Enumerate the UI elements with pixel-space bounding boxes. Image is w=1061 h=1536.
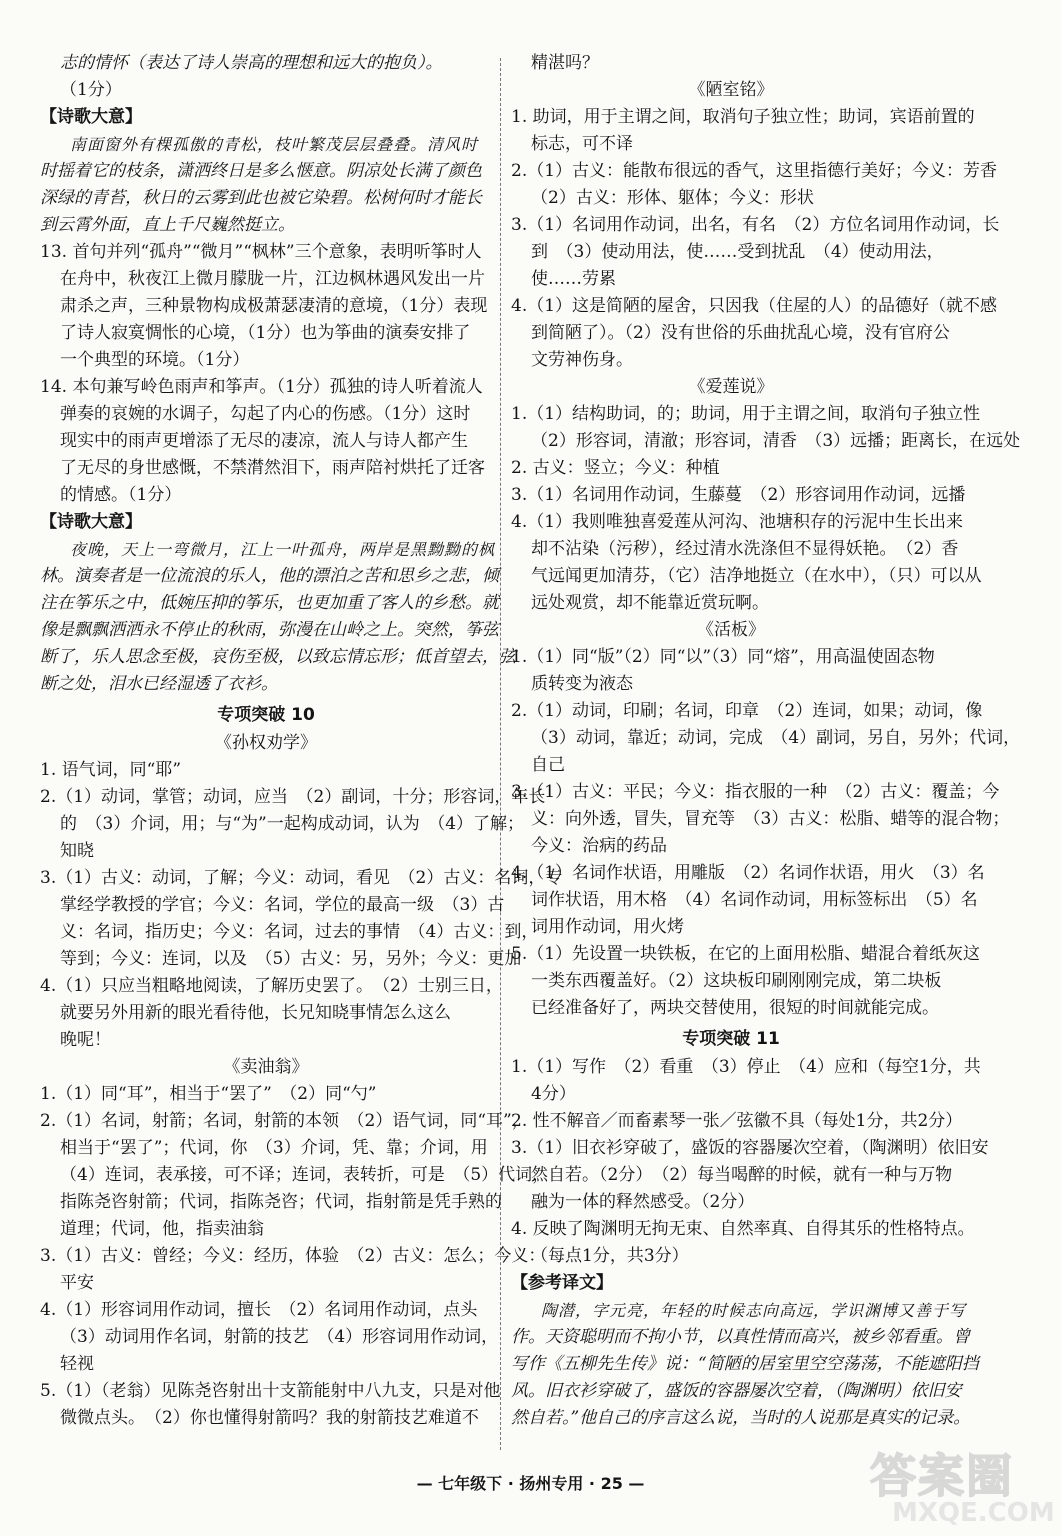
text-line: 【诗歌大意】 <box>40 107 142 127</box>
text-line: 14. 本句兼写岭色雨声和筝声。（1分）孤独的诗人听着流人 <box>40 377 483 397</box>
text-line: 断了，乐人思念至极，哀伤至极，以致忘情忘形；低首望去，弦 <box>40 647 516 667</box>
text-line: 4分） <box>531 1084 576 1104</box>
text-line: 13. 首句并列“孤舟”“微月”“枫林”三个意象，表明听筝时人 <box>40 242 482 262</box>
text-line: 肃杀之声，三种景物构成极萧瑟凄清的意境，（1分）表现 <box>60 296 488 316</box>
text-line: 【参考译文】 <box>511 1273 613 1293</box>
text-line: 指陈尧咨射箭；代词，指陈尧咨；代词，指射箭是凭手熟的 <box>60 1192 502 1212</box>
text-line: （2）形容词，清澈；形容词，清香 （3）远播；距离长，在远处 <box>531 431 1021 451</box>
text-line: 到 （3）使动用法，使……受到扰乱 （4）使动用法， <box>531 242 944 262</box>
text-line: 4.（1）这是简陋的屋舍，只因我（住屋的人）的品德好（就不感 <box>511 296 998 316</box>
text-line: 到云霄外面，直上千尺巍然挺立。 <box>40 215 295 235</box>
text-line: 气远闻更加清芬，（它）洁净地挺立（在水中），（只）可以从 <box>531 566 982 586</box>
text-line: 知晓 <box>60 841 94 861</box>
text-line: （2）古义：形体、躯体；今义：形状 <box>531 188 814 208</box>
watermark-url: MXQE.COM <box>892 1498 1055 1528</box>
text-line: 相当于“罢了”；代词，你 （3）介词，凭、靠；介词，用 <box>60 1138 488 1158</box>
watermark-logo <box>870 1440 1055 1532</box>
text-line: 深绿的青苔，秋日的云雾到此也被它染碧。松树何时才能长 <box>40 188 482 208</box>
text-line: 南面窗外有棵孤傲的青松，枝叶繁茂层层叠叠。清风时 <box>70 135 479 154</box>
text-line: 陶潜，字元亮，年轻的时候志向高远，学识渊博又善于写 <box>541 1301 967 1320</box>
text-line: 4.（1）只应当粗略地阅读，了解历史罢了。 （2）士别三日， <box>40 976 503 996</box>
text-line: 3.（1）古义：平民；今义：指衣服的一种 （2）古义：覆盖；今 <box>511 782 1000 802</box>
text-line: 词用作动词，用火烤 <box>531 917 684 937</box>
text-line: 一类东西覆盖好。（2）这块板印刷刚刚完成，第二块板 <box>531 971 942 991</box>
text-line: 夜晚，天上一弯微月，江上一叶孤舟，两岸是黑黝黝的枫 <box>70 540 496 559</box>
text-line: 标志，可不译 <box>531 134 633 154</box>
text-line: 文劳神伤身。 <box>531 350 633 370</box>
text-line: 《孙权劝学》 <box>215 733 317 753</box>
text-line: 远处观赏，却不能靠近赏玩啊。 <box>531 593 769 613</box>
text-line: 林。演奏者是一位流浪的乐人，他的漂泊之苦和思乡之悲，倾 <box>40 566 499 586</box>
text-line: 4. 反映了陶渊明无拘无束、自然率真、自得其乐的性格特点。 <box>511 1219 975 1239</box>
text-line: 1.（1）同“版”（2）同“以”（3）同“熔”，用高温使固态物 <box>511 647 935 667</box>
text-line: 一个典型的环境。（1分） <box>60 350 250 370</box>
text-line: 5.（1）（老翁）见陈尧咨射出十支箭能射中八九支，只是对他 <box>40 1381 501 1401</box>
text-line: 到简陋了）。（2）没有世俗的乐曲扰乱心境，没有官府公 <box>531 323 950 343</box>
text-line: 使……劳累 <box>531 269 616 289</box>
text-line: 1. 助词，用于主谓之间，取消句子独立性；助词，宾语前置的 <box>511 107 975 127</box>
text-line: 3.（1）名词用作动词，生藤蔓 （2）形容词用作动词，远播 <box>511 485 966 505</box>
text-line: 轻视 <box>60 1354 94 1374</box>
text-line: 2.（1）动词，印刷；名词，印章 （2）连词，如果；动词，像 <box>511 701 983 721</box>
text-line: 5.（1）先设置一块铁板，在它的上面用松脂、蜡混合着纸灰这 <box>511 944 981 964</box>
text-line: 的情感。（1分） <box>60 485 182 505</box>
text-line: 专项突破 11 <box>682 1029 780 1049</box>
text-line: 像是飘飘洒洒永不停止的秋雨，弥漫在山岭之上。突然，筝弦 <box>40 620 499 640</box>
text-line: 质转变为液态 <box>531 674 633 694</box>
text-line: 时摇着它的枝条，潇洒终日是多么惬意。阴凉处长满了颜色 <box>40 161 482 181</box>
text-line: 注在筝乐之中，低婉压抑的筝乐，也更加重了客人的乡愁。就 <box>40 593 499 613</box>
text-line: 《爱莲说》 <box>688 377 774 397</box>
text-line: 《卖油翁》 <box>223 1057 309 1077</box>
text-line: 志的情怀（表达了诗人崇高的理想和远大的抱负）。 <box>60 53 443 73</box>
text-line: （3）动词用作名词，射箭的技艺 （4）形容词用作动词， <box>60 1327 499 1347</box>
text-line: 作。天资聪明而不拘小节，以真性情而高兴，被乡邻看重。曾 <box>511 1327 970 1347</box>
text-line: 等到；今义：连词，以及 （5）古义：另，另外；今义：更加 <box>60 949 522 969</box>
text-line: 4.（1）形容词用作动词，擅长 （2）名词用作动词，点头 <box>40 1300 478 1320</box>
text-line: （每点1分，共3分） <box>531 1246 689 1266</box>
text-line: 1.（1）写作 （2）看重 （3）停止 （4）应和（每空1分，共 <box>511 1057 981 1077</box>
text-line: 掌经学教授的学官；今义：名词，学位的最高一级 （3）古 <box>60 895 505 915</box>
text-line: 3.（1）旧衣衫穿破了，盛饭的容器屡次空着，（陶渊明）依旧安 <box>511 1138 989 1158</box>
text-line: （1分） <box>60 80 122 100</box>
text-line: 3.（1）名词用作动词，出名，有名 （2）方位名词用作动词，长 <box>511 215 1000 235</box>
text-line: 1.（1）同“耳”，相当于“罢了” （2）同“勺” <box>40 1084 377 1104</box>
text-line: 微微点头。 （2）你也懂得射箭吗？我的射箭技艺难道不 <box>60 1408 479 1428</box>
page-footer: — 七年级下 · 扬州专用 · 25 — <box>416 1474 645 1493</box>
text-line: 词作状语，用木格 （4）名词作动词，用标签标出 （5）名 <box>531 890 978 910</box>
text-line: 却不沾染（污秽），经过清水洗涤但不显得妖艳。 （2）香 <box>531 539 959 559</box>
text-line: 义：向外透，冒失，冒充等 （3）古义：松脂、蜡等的混合物； <box>531 809 1010 829</box>
text-line: （4）连词，表承接，可不译；连词，表转折，可是 （5）代词， <box>60 1165 550 1185</box>
text-line: 风。旧衣衫穿破了，盛饭的容器屡次空着，（陶渊明）依旧安 <box>511 1381 962 1401</box>
text-line: 2.（1）动词，掌管；动词，应当 （2）副词，十分；形容词，年长 <box>40 787 546 807</box>
text-line: 弹奏的哀婉的水调子，勾起了内心的伤感。（1分）这时 <box>60 404 471 424</box>
text-line: 自己 <box>531 755 565 775</box>
text-line: 3.（1）古义：动词，了解；今义：动词，看见 （2）古义：名词，专 <box>40 868 563 888</box>
text-line: 今义：治病的药品 <box>531 836 667 856</box>
text-line: 然自若。（2分） （2）每当喝醉的时候，就有一种与万物 <box>531 1165 953 1185</box>
text-line: 《陋室铭》 <box>688 80 774 100</box>
text-line: 2.（1）古义：能散布很远的香气，这里指德行美好；今义：芳香 <box>511 161 998 181</box>
text-line: 平安 <box>60 1273 94 1293</box>
text-line: 精湛吗？ <box>531 53 599 73</box>
text-line: 已经准备好了，两块交替使用，很短的时间就能完成。 <box>531 998 939 1018</box>
text-line: 4.（1）名词作状语，用雕版 （2）名词作状语，用火 （3）名 <box>511 863 985 883</box>
text-line: 的 （3）介词，用；与“为”一起构成动词，认为 （4）了解； <box>60 814 525 834</box>
text-line: 在舟中，秋夜江上微月朦胧一片，江边枫林遇风发出一片 <box>60 269 485 289</box>
text-line: 2.（1）名词，射箭；名词，射箭的本领 （2）语气词，同“耳”， <box>40 1111 529 1131</box>
text-line: 义：名词，指历史；今义：名词，过去的事情 （4）古义：到， <box>60 922 539 942</box>
text-line: 2. 性不解音／而畜素琴一张／弦徽不具（每处1分，共2分） <box>511 1111 963 1131</box>
text-line: 晚呢！ <box>60 1030 111 1050</box>
text-line: 2. 古义：竖立；今义：种植 <box>511 458 720 478</box>
text-line: 道理；代词，他，指卖油翁 <box>60 1219 264 1239</box>
text-line: 《活板》 <box>697 620 765 640</box>
text-line: 写作《五柳先生传》说：“简陋的居室里空空荡荡，不能遮阳挡 <box>511 1354 979 1374</box>
text-line: 4.（1）我则唯独喜爱莲从河沟、池塘积存的污泥中生长出来 <box>511 512 964 532</box>
watermark-word: 答案圈 <box>870 1449 1014 1503</box>
text-line: 现实中的雨声更增添了无尽的凄凉，流人与诗人都产生 <box>60 431 468 451</box>
text-line: 断之处，泪水已经湿透了衣衫。 <box>40 674 278 694</box>
text-line: 然自若。”他自己的序言这么说，当时的人说那是真实的记录。 <box>511 1408 971 1428</box>
text-line: 1. 语气词，同“耶” <box>40 760 182 780</box>
text-line: 就要另外用新的眼光看待他，长兄知晓事情怎么这么 <box>60 1003 451 1023</box>
text-line: 了诗人寂寞惆怅的心境，（1分）也为筝曲的演奏安排了 <box>60 323 471 343</box>
right-column <box>511 50 1021 1432</box>
text-line: 【诗歌大意】 <box>40 512 142 532</box>
text-line: （3）动词，靠近；动词，完成 （4）副词，另自，另外；代词， <box>531 728 1021 748</box>
text-line: 了无尽的身世感慨，不禁潸然泪下，雨声陪衬烘托了迁客 <box>60 458 485 478</box>
text-line: 专项突破 10 <box>217 705 315 725</box>
text-line: 融为一体的释然感受。（2分） <box>531 1192 755 1212</box>
column-divider <box>500 58 501 1450</box>
text-line: 1.（1）结构助词，的；助词，用于主谓之间，取消句子独立性 <box>511 404 981 424</box>
text-line: 3.（1）古义：曾经；今义：经历，体验 （2）古义：怎么；今义： <box>40 1246 546 1266</box>
